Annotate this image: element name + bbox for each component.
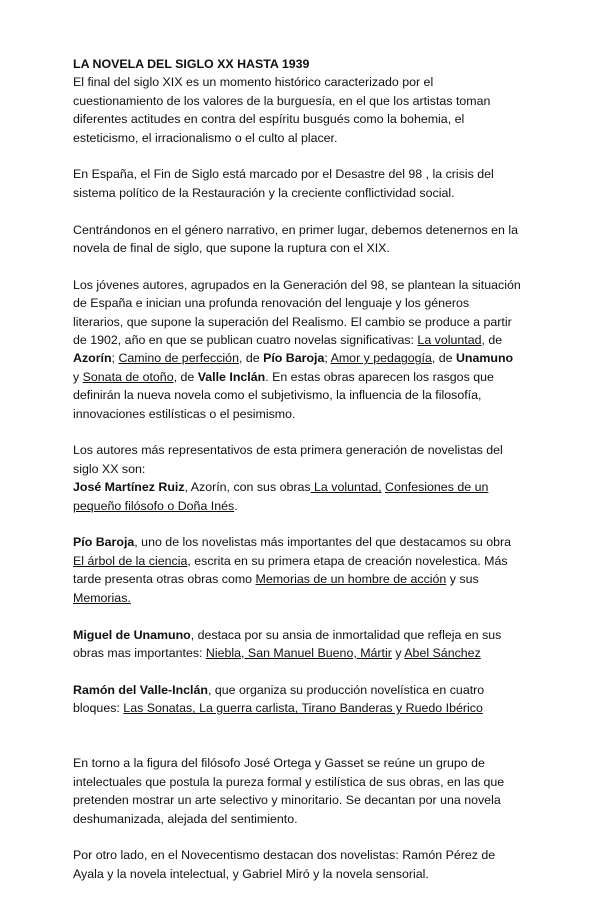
- text-run: y: [391, 645, 405, 660]
- text-run: ;: [111, 351, 119, 366]
- paragraph: [73, 681, 521, 718]
- text-run: En España, el Fin de Siglo está marcado por el Desastre del 98 , la crisis del sistema político de la Restauración y la creciente conflictividad social.: [73, 167, 494, 200]
- paragraph: [73, 533, 521, 607]
- text-run: Por otro lado, en el Novecentismo destacan dos novelistas: Ramón Pérez de Ayala y la novela intelectual, y Gabriel Miró y la novela sensorial.: [73, 848, 496, 881]
- text-run: .: [234, 498, 238, 513]
- author-name: Valle Inclán: [197, 369, 266, 384]
- text-run: , escrita en su primera etapa de creación novelestica. Más tarde presenta otras obras como: [73, 553, 508, 587]
- paragraph: [73, 846, 521, 883]
- work-title: La voluntad: [417, 333, 482, 348]
- text-run: En torno a la figura del filósofo José Ortega y Gasset se reúne un grupo de intelectuales que postula la pureza formal y estilística de sus obras, en las que pretenden mostrar un arte selectivo y minoritario. Se decantan por una novela deshumanizada, alejada del sentimiento.: [73, 756, 505, 826]
- text-run: . En estas obras aparecen los rasgos que definirán la nueva novela como el subjetivismo, la influencia de la filosofía, innovaciones estilísticas o el pesimismo.: [73, 369, 494, 421]
- text-run: , que organiza su producción novelística en cuatro bloques:: [73, 682, 485, 716]
- work-title: Las Sonatas, La guerra carlista, Tirano Banderas y Ruedo Ibérico: [123, 701, 483, 716]
- paragraph: [73, 754, 521, 828]
- author-name: Pío Baroja: [73, 535, 135, 550]
- text-run: Centrándonos en el género narrativo, en primer lugar, debemos detenernos en la novela de final de siglo, que supone la ruptura con el XIX.: [73, 222, 518, 256]
- author-name: Azorín: [73, 351, 112, 366]
- work-title: Abel Sánchez: [404, 645, 481, 660]
- paragraph: [73, 441, 521, 515]
- work-title: La voluntad,: [310, 480, 382, 495]
- text-run: y: [73, 369, 83, 384]
- work-title: Confesiones de un pequeño filósofo o Doña Inés: [73, 480, 489, 513]
- paragraph: [73, 73, 521, 147]
- work-title: Memorias.: [73, 590, 131, 605]
- work-title: Sonata de otoño,: [82, 369, 178, 384]
- text-run: El final del siglo XIX es un momento histórico caracterizado por el cuestionamiento de los valores de la burguesía, en el que los artistas toman diferentes actitudes en contra del espíritu busgués como la bohemia, el esteticismo, el irracionalismo o el culto al placer.: [73, 75, 491, 145]
- paragraph: [73, 221, 521, 258]
- author-name: Unamuno: [455, 351, 514, 366]
- author-name: Miguel de Unamuno: [73, 627, 191, 642]
- document-title: LA NOVELA DEL SIGLO XX HASTA 1939: [73, 57, 310, 71]
- author-name: José Martínez Ruiz: [73, 480, 185, 495]
- text-run: , de: [481, 333, 503, 348]
- work-title: Amor y pedagogía: [330, 351, 432, 366]
- text-run: , de: [238, 351, 264, 366]
- text-run: Los autores más representativos de esta primera generación de novelistas del siglo XX son:: [73, 443, 503, 476]
- paragraph: [73, 165, 521, 202]
- author-name: Pío Baroja: [263, 351, 325, 366]
- text-run: de: [177, 369, 198, 384]
- text-run: Los jóvenes autores, agrupados en la Generación del 98, se plantean la situación de España e inician una profunda renovación del lenguaje y los géneros literarios, que supone la superación del Realismo. El cambio se produce a partir de 1902, año en que se publican cuatro novelas significativas:: [73, 277, 521, 348]
- document-body: [73, 73, 521, 883]
- work-title: El árbol de la ciencia: [73, 553, 188, 568]
- text-run: , destaca por su ansia de inmortalidad que refleja en sus obras mas importantes:: [73, 627, 502, 660]
- paragraph: [73, 626, 521, 663]
- text-run: , Azorín, con sus obras: [184, 480, 311, 495]
- text-run: , de: [431, 351, 456, 366]
- document-page: [73, 55, 521, 902]
- paragraph: [73, 276, 521, 423]
- author-name: Ramón del Valle-Inclán: [73, 682, 208, 697]
- text-run: ;: [324, 351, 331, 366]
- text-run: y sus: [446, 572, 479, 587]
- work-title: Niebla, San Manuel Bueno, Mártir: [205, 645, 392, 660]
- work-title: Camino de perfección: [118, 351, 239, 366]
- text-run: , uno de los novelistas más importantes del que destacamos su obra: [134, 535, 512, 550]
- work-title: Memorias de un hombre de acción: [255, 572, 447, 587]
